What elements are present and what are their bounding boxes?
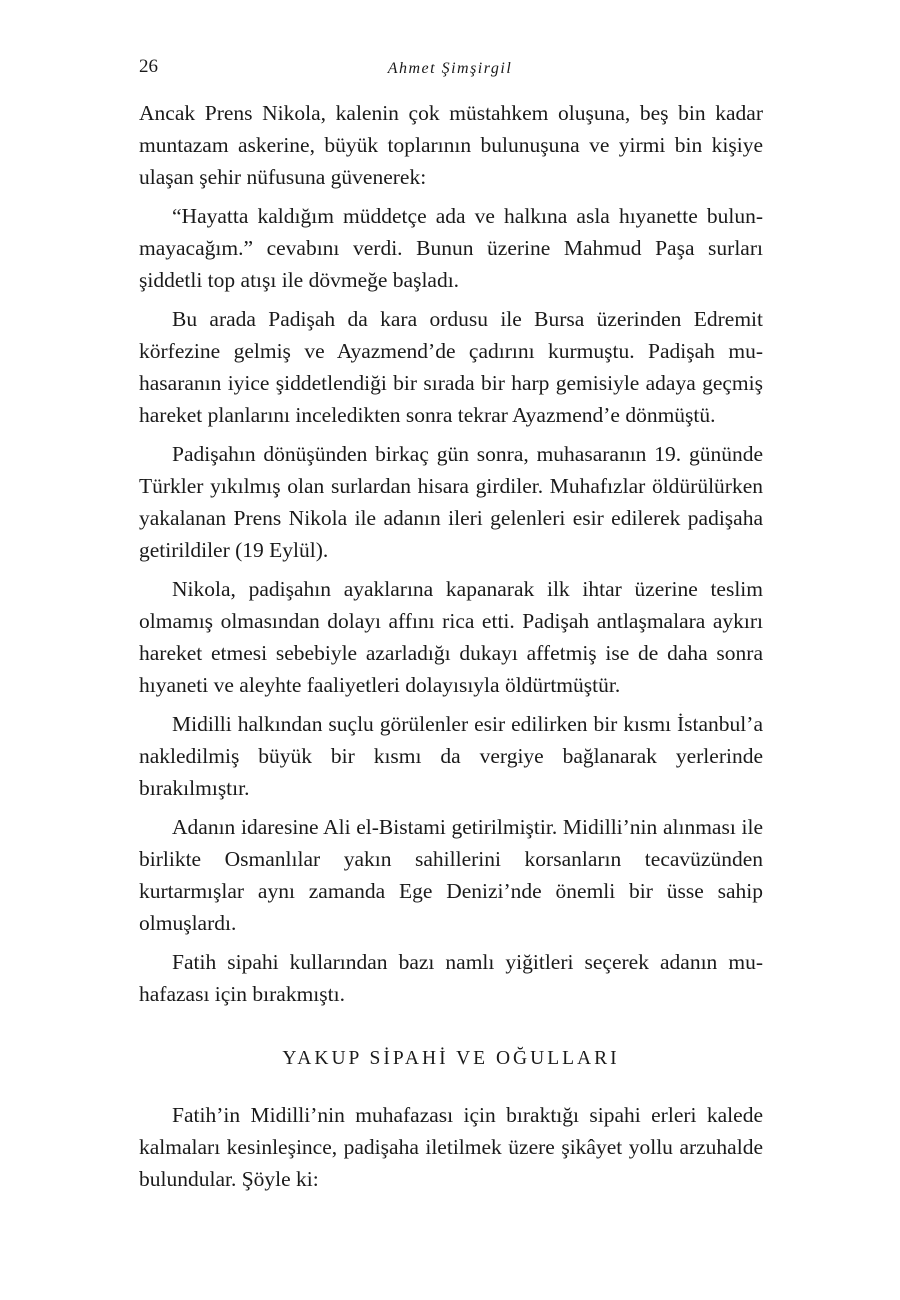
- running-head-author: Ahmet Şimşirgil: [387, 60, 513, 77]
- paragraph: “Hayatta kaldığım müddetçe ada ve halkına asla hıyanette bulunmayacağım.” cevabını verdi. Bunun üzerine Mahmud Paşa surları şiddetli top atışı ile dövmeğe başladı.: [139, 204, 763, 292]
- paragraph: Fatih’in Midilli’nin muhafazası için bıraktığı sipahi erleri kalede kalmaları kesinleşince, padişaha iletilmek üzere şikâyet yollu arzuhalde bulundular. Şöyle ki:: [139, 1103, 763, 1191]
- paragraph: Nikola, padişahın ayaklarına kapanarak ilk ihtar üzerine teslim olmamış olmasından dolayı affını rica etti. Padişah antlaşmalara aykırı hareket etmesi sebebiyle azarladığı dukayı affetmiş ise de daha sonra hıyaneti ve aleyhte faaliyetleri dolayısıyla öldürtmüştür.: [139, 577, 763, 697]
- paragraph: Ancak Prens Nikola, kalenin çok müstahkem oluşuna, beş bin kadar muntazam askerine, büyük toplarının bulunuşuna ve yirmi bin kişiye ulaşan şehir nüfusuna güvenerek:: [139, 101, 763, 189]
- paragraph: Bu arada Padişah da kara ordusu ile Bursa üzerinden Edremit körfezine gelmiş ve Ayazmend’de çadırını kurmuştu. Padişah muhasaranın iyice şiddetlendiği bir sırada bir harp gemisiyle adaya geçmiş hareket planlarını inceledikten sonra tekrar Ayazmend’e dönmüştü.: [139, 307, 763, 427]
- paragraph: Padişahın dönüşünden birkaç gün sonra, muhasaranın 19. gününde Türkler yıkılmış olan surlardan hisara girdiler. Muhafızlar öldürülürken yakalanan Prens Nikola ile adanın ileri gelenleri esir edilerek padişaha getirildiler (19 Eylül).: [139, 442, 763, 562]
- paragraph: Midilli halkından suçlu görülenler esir edilirken bir kısmı İstanbul’a nakledilmiş büyük bir kısmı da vergiye bağlanarak yerlerinde bırakılmıştır.: [139, 712, 763, 800]
- paragraph: Fatih sipahi kullarından bazı namlı yiğitleri seçerek adanın muhafazası için bırakmıştı.: [139, 950, 763, 1006]
- section-heading: YAKUP SİPAHİ VE OĞULLARI: [282, 1048, 620, 1069]
- body-text: [139, 97, 763, 1202]
- paragraph: Adanın idaresine Ali el-Bistami getirilmiştir. Midilli’nin alınması ile birlikte Osmanlılar yakın sahillerini korsanların tecavüzünden kurtarmışlar aynı zamanda Ege Denizi’nde önemli bir üsse sahip olmuşlardı.: [139, 815, 763, 935]
- page-number: 26: [139, 56, 158, 77]
